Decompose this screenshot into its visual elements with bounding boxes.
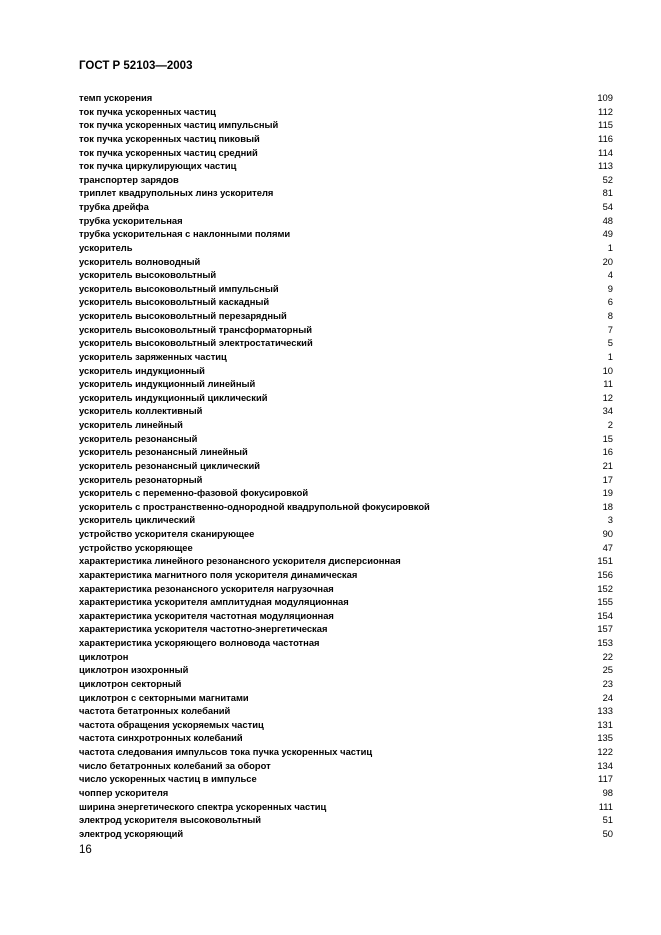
index-term: ускоритель с переменно-фазовой фокусировкой [79, 487, 309, 499]
index-term-number: 7 [607, 323, 613, 335]
index-entry [79, 501, 613, 515]
index-entry [79, 678, 613, 692]
index-entry [79, 610, 613, 624]
index-term-number: 113 [598, 160, 613, 172]
index-term: ускоритель резонансный циклический [79, 459, 261, 471]
index-entry [79, 296, 613, 310]
index-entry [79, 147, 613, 161]
index-entry [79, 433, 613, 447]
index-term: число ускоренных частиц в импульсе [79, 773, 257, 785]
index-term: ускоритель индукционный [79, 364, 205, 376]
index-term-number: 6 [607, 296, 613, 308]
index-term-number: 2 [607, 419, 613, 430]
index-term: ускоритель высоковольтный перезарядный [79, 310, 287, 321]
index-term: ускоритель с пространственно-однородной квадрупольной фокусировкой [79, 500, 430, 512]
index-entry [79, 337, 613, 351]
index-term: ускоритель [79, 241, 133, 253]
index-term-number: 98 [602, 786, 613, 798]
index-term: ток пучка ускоренных частиц [79, 105, 216, 117]
index-term: характеристика магнитного поля ускорителя динамическая [79, 568, 358, 580]
index-entry [79, 664, 613, 678]
index-term: электрод ускорителя высоковольтный [79, 814, 262, 826]
index-term: ускоритель циклический [79, 514, 196, 526]
index-term: частота бетатронных колебаний [79, 705, 231, 717]
index-entry [79, 228, 613, 242]
index-term: ток пучка циркулирующих частиц [79, 160, 237, 172]
index-term: характеристика ускорителя частотная модуляционная [79, 609, 334, 621]
index-entry [79, 174, 613, 188]
index-term: ускоритель индукционный линейный [79, 378, 256, 390]
index-entry [79, 787, 613, 801]
index-entry [79, 528, 613, 542]
index-entry [79, 419, 613, 433]
index-term-number: 151 [597, 555, 613, 567]
index-term: ускоритель высоковольтный трансформаторный [79, 323, 312, 335]
index-entry [79, 692, 613, 706]
index-entry [79, 365, 613, 379]
index-term-number: 156 [597, 568, 613, 580]
index-entry [79, 746, 613, 760]
index-entry [79, 460, 613, 474]
index-term: темп ускорения [79, 92, 153, 103]
index-term: ускоритель резонаторный [79, 473, 203, 485]
index-term: трубка дрейфа [79, 201, 149, 212]
index-term-number: 152 [597, 582, 613, 594]
index-term-number: 135 [597, 732, 613, 744]
index-term: ширина энергетического спектра ускоренных частиц [79, 800, 327, 812]
index-term: циклотрон [79, 650, 129, 662]
index-term: ускоритель высоковольтный импульсный [79, 282, 279, 294]
index-term-number: 116 [598, 132, 613, 144]
index-term-number: 12 [602, 391, 613, 403]
index-term: ускоритель коллективный [79, 405, 203, 417]
index-entry [79, 555, 613, 569]
index-term-number: 11 [603, 378, 613, 390]
index-entry [79, 814, 613, 828]
index-term-number: 34 [602, 405, 613, 417]
index-term: ускоритель высоковольтный каскадный [79, 296, 270, 308]
index-entry [79, 133, 613, 147]
index-term-number: 10 [602, 364, 613, 376]
index-term: ток пучка ускоренных частиц импульсный [79, 119, 279, 131]
index-entry [79, 201, 613, 215]
index-term-number: 1 [607, 241, 613, 253]
index-term-number: 24 [602, 691, 613, 703]
page-number: 16 [79, 844, 92, 856]
index-entry [79, 732, 613, 746]
index-term: устройство ускорителя сканирующее [79, 528, 255, 539]
index-term: трубка ускорительная [79, 214, 183, 226]
index-term-number: 1 [607, 350, 613, 362]
index-term: ускоритель индукционный циклический [79, 391, 268, 403]
index-term-number: 52 [602, 173, 613, 185]
index-term-number: 9 [607, 282, 613, 294]
index-term: трубка ускорительная с наклонными полями [79, 228, 291, 240]
index-entry [79, 760, 613, 774]
index-term-number: 50 [602, 827, 613, 839]
index-entry [79, 514, 613, 528]
index-term-number: 90 [602, 528, 613, 539]
index-entry [79, 474, 613, 488]
index-term: ускоритель высоковольтный [79, 269, 217, 281]
index-entry [79, 92, 613, 106]
index-term-number: 8 [607, 310, 613, 321]
index-term-number: 5 [607, 337, 613, 349]
index-entry [79, 542, 613, 556]
index-entry [79, 324, 613, 338]
index-term: триплет квадрупольных линз ускорителя [79, 187, 274, 199]
index-entry [79, 596, 613, 610]
index-term-number: 122 [597, 746, 613, 757]
index-term-number: 4 [607, 269, 613, 281]
index-term-number: 16 [602, 446, 613, 458]
index-entry [79, 773, 613, 787]
index-term-number: 115 [598, 119, 613, 131]
index-entry [79, 283, 613, 297]
index-entry [79, 269, 613, 283]
index-term: характеристика ускорителя амплитудная модуляционная [79, 596, 349, 608]
index-term: ускоритель резонансный [79, 432, 198, 444]
index-term-number: 54 [602, 201, 613, 212]
index-term: ускоритель заряженных частиц [79, 350, 227, 362]
index-term-number: 109 [597, 92, 613, 103]
index-entry [79, 487, 613, 501]
index-term: ускоритель линейный [79, 419, 183, 430]
index-term-number: 49 [602, 228, 613, 240]
index-term-number: 48 [602, 214, 613, 226]
index-term-number: 153 [597, 637, 613, 648]
index-term-number: 17 [602, 473, 613, 485]
index-term: ускоритель волноводный [79, 255, 201, 267]
index-term: частота обращения ускоряемых частиц [79, 718, 264, 730]
index-entry [79, 392, 613, 406]
index-entry [79, 405, 613, 419]
index-term: ускоритель резонансный линейный [79, 446, 248, 458]
index-term-number: 117 [598, 773, 613, 785]
index-entry [79, 705, 613, 719]
term-index-list [79, 92, 613, 841]
index-term-number: 21 [602, 459, 613, 471]
index-entry [79, 446, 613, 460]
index-term: характеристика ускорителя частотно-энергетическая [79, 623, 328, 635]
index-entry [79, 160, 613, 174]
index-term-number: 157 [597, 623, 613, 635]
index-term-number: 111 [598, 800, 613, 812]
index-term: характеристика резонансного ускорителя нагрузочная [79, 582, 334, 594]
index-term-number: 23 [602, 677, 613, 689]
index-term-number: 47 [602, 541, 613, 553]
index-term-number: 20 [602, 255, 613, 267]
index-entry [79, 378, 613, 392]
index-entry [79, 187, 613, 201]
index-term-number: 51 [602, 814, 613, 826]
index-term-number: 3 [607, 514, 613, 526]
index-entry [79, 351, 613, 365]
index-entry [79, 119, 613, 133]
index-term: циклотрон изохронный [79, 664, 189, 676]
index-term: ускоритель высоковольтный электростатический [79, 337, 313, 349]
index-term: ток пучка ускоренных частиц средний [79, 146, 258, 158]
index-term: чоппер ускорителя [79, 786, 169, 798]
index-term-number: 22 [602, 650, 613, 662]
index-term-number: 131 [597, 718, 613, 730]
index-entry [79, 242, 613, 256]
index-entry [79, 623, 613, 637]
index-entry [79, 106, 613, 120]
index-entry [79, 310, 613, 324]
index-entry [79, 569, 613, 583]
index-entry [79, 215, 613, 229]
index-entry [79, 801, 613, 815]
index-term: ток пучка ускоренных частиц пиковый [79, 132, 260, 144]
index-entry [79, 637, 613, 651]
index-term: характеристика линейного резонансного ускорителя дисперсионная [79, 555, 401, 567]
document-header: ГОСТ Р 52103—2003 [79, 60, 193, 72]
index-term: электрод ускоряющий [79, 827, 184, 839]
index-term-number: 154 [597, 609, 613, 621]
index-entry [79, 828, 613, 842]
index-term-number: 25 [602, 664, 613, 676]
index-term-number: 134 [597, 759, 613, 771]
index-term: число бетатронных колебаний за оборот [79, 759, 271, 771]
index-term: циклотрон с секторными магнитами [79, 691, 249, 703]
index-term-number: 15 [602, 432, 613, 444]
index-term-number: 133 [597, 705, 613, 717]
index-entry [79, 719, 613, 733]
index-term-number: 112 [598, 105, 613, 117]
index-term-number: 155 [597, 596, 613, 608]
index-term-number: 18 [602, 500, 613, 512]
index-entry [79, 256, 613, 270]
index-term: характеристика ускоряющего волновода частотная [79, 637, 320, 648]
index-term-number: 114 [598, 146, 613, 158]
index-term-number: 19 [602, 487, 613, 499]
index-term: циклотрон секторный [79, 677, 182, 689]
index-term: частота следования импульсов тока пучка ускоренных частиц [79, 746, 373, 757]
index-entry [79, 583, 613, 597]
index-term: устройство ускоряющее [79, 541, 193, 553]
index-term: частота синхротронных колебаний [79, 732, 243, 744]
index-entry [79, 651, 613, 665]
index-term-number: 81 [602, 187, 613, 199]
index-term: транспортер зарядов [79, 173, 179, 185]
